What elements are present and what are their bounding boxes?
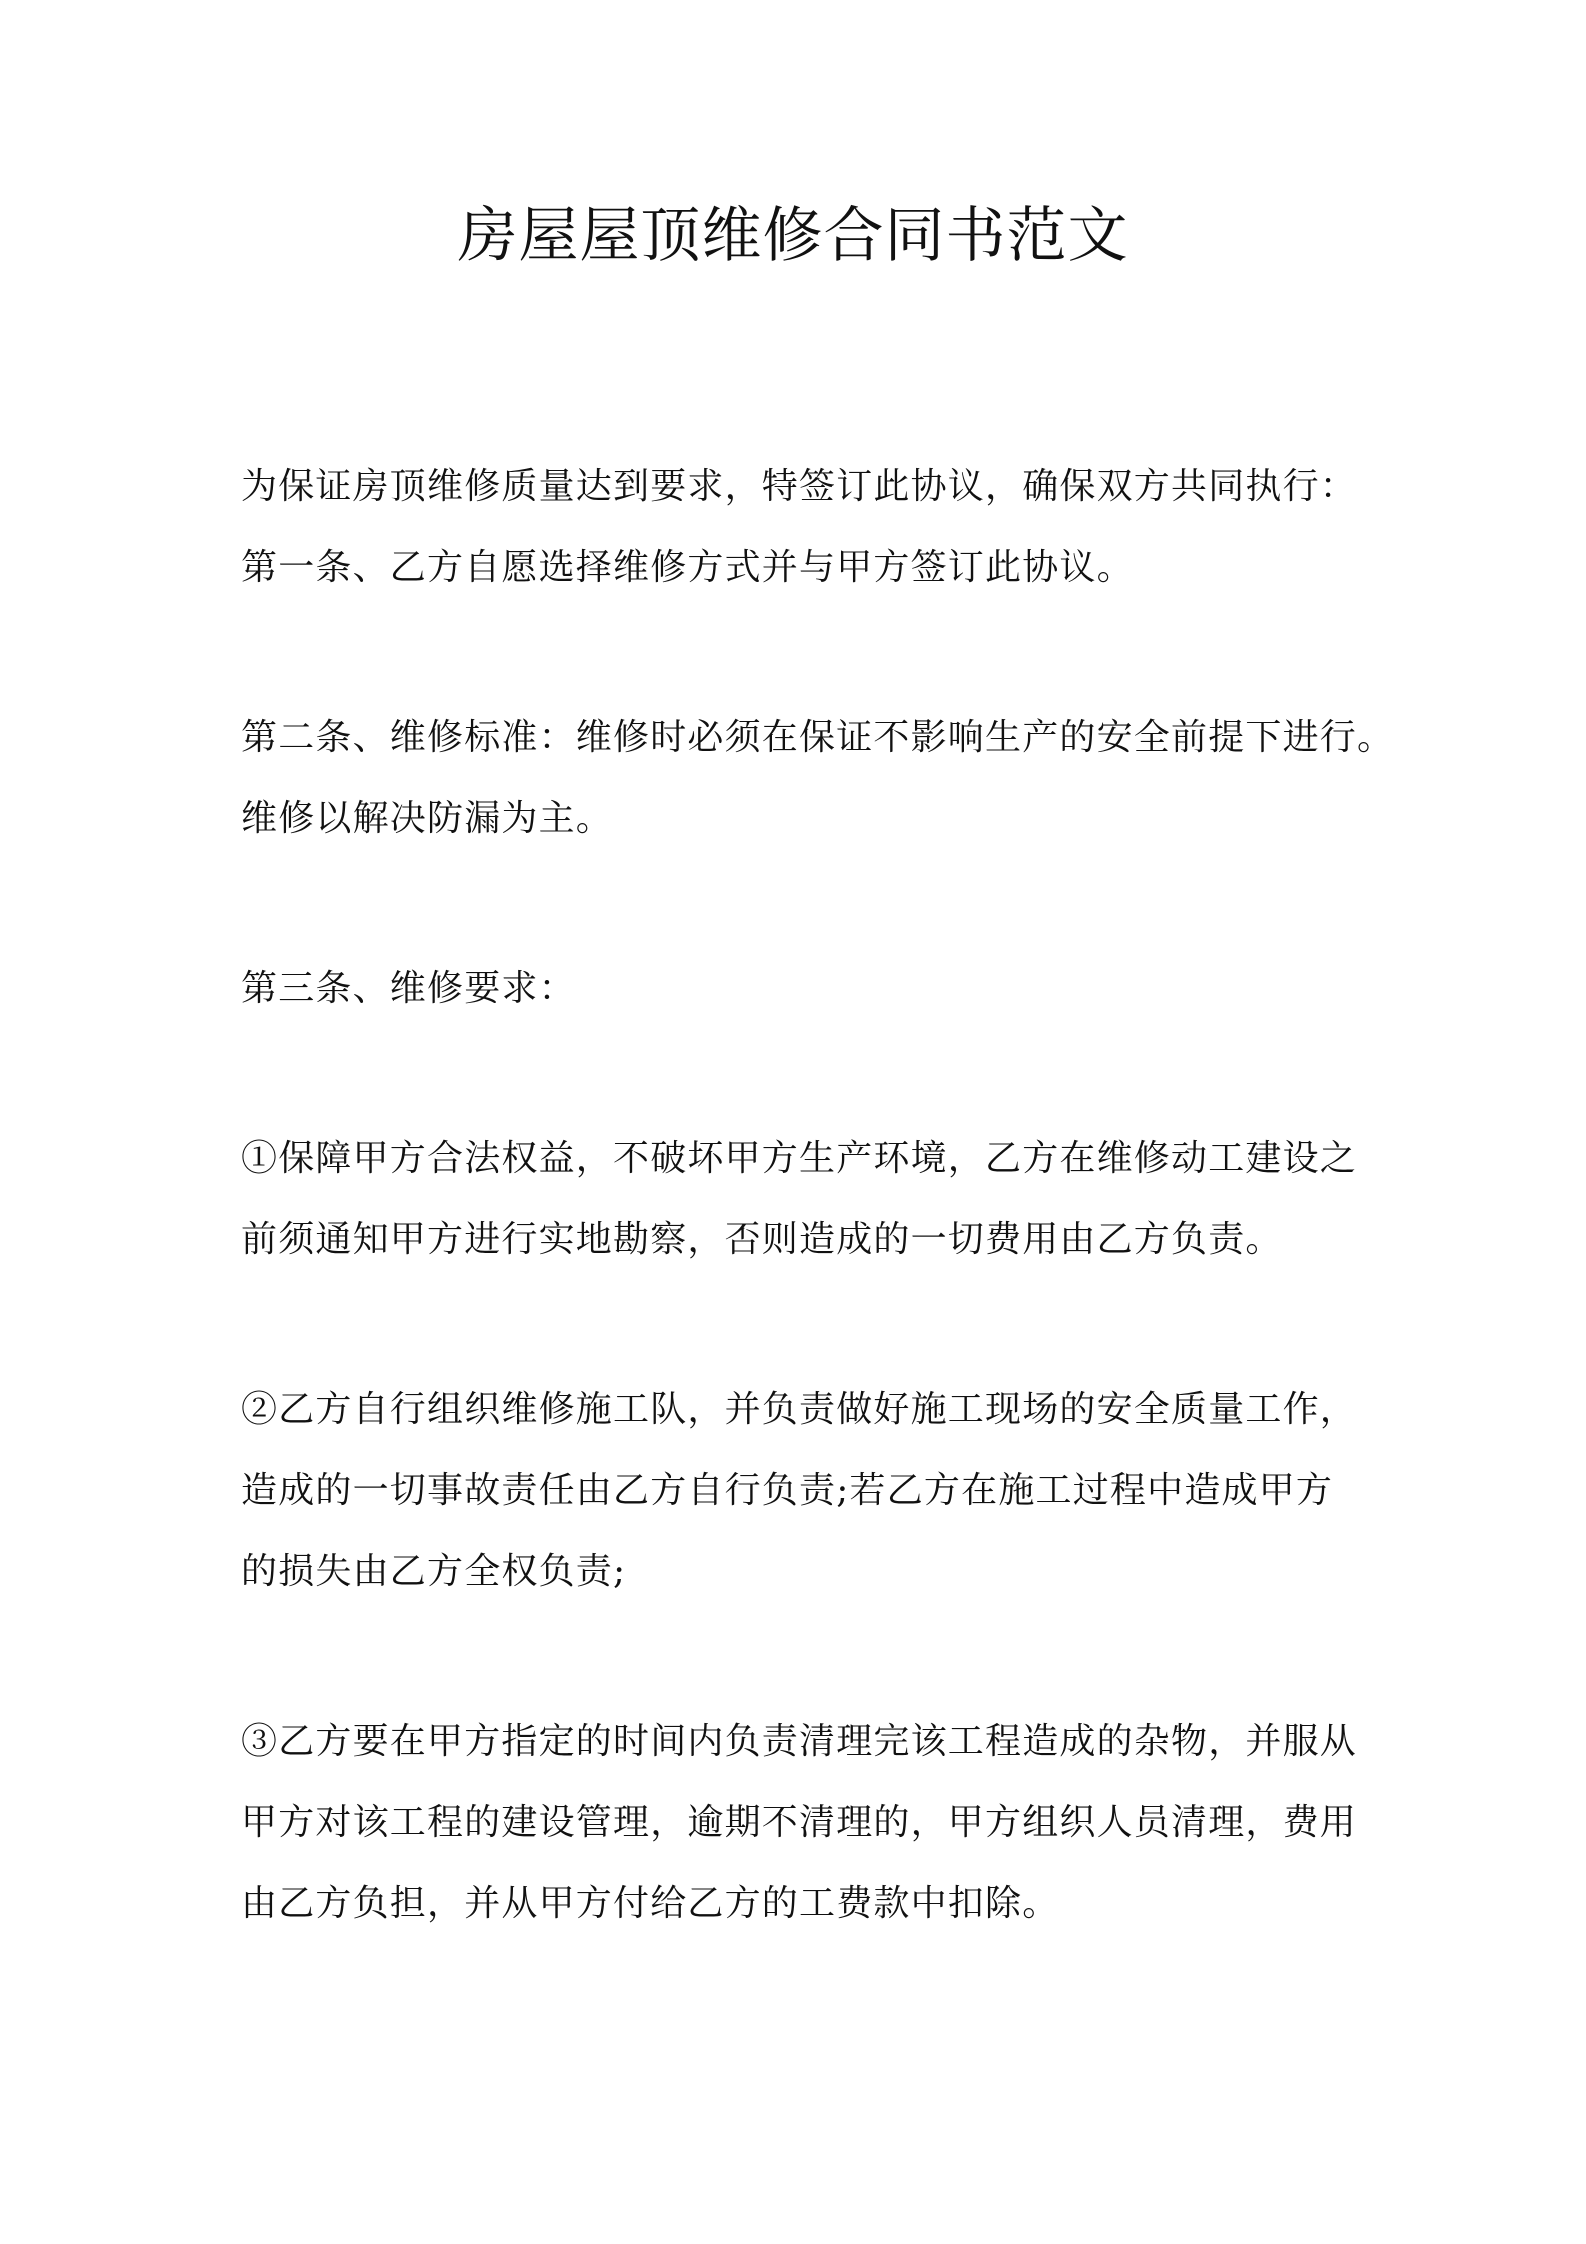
clause-1-line-1: ①保障甲方合法权益，不破坏甲方生产环境，乙方在维修动工建设之 <box>241 1138 1358 1179</box>
article-2-line-1: 第二条、维修标准：维修时必须在保证不影响生产的安全前提下进行。 <box>241 717 1395 758</box>
intro-line: 为保证房顶维修质量达到要求，特签订此协议，确保双方共同执行： <box>241 466 1358 507</box>
clause-3-line-1: ③乙方要在甲方指定的时间内负责清理完该工程造成的杂物，并服从 <box>241 1721 1358 1762</box>
clause-2-line-2: 造成的一切事故责任由乙方自行负责;若乙方在施工过程中造成甲方 <box>241 1470 1334 1511</box>
clause-3-line-3: 由乙方负担，并从甲方付给乙方的工费款中扣除。 <box>241 1883 1060 1924</box>
article-2-line-2: 维修以解决防漏为主。 <box>241 798 614 839</box>
clause-1-line-2: 前须通知甲方进行实地勘察，否则造成的一切费用由乙方负责。 <box>241 1219 1283 1260</box>
clause-2-line-3: 的损失由乙方全权负责; <box>241 1551 627 1592</box>
article-1-line: 第一条、乙方自愿选择维修方式并与甲方签订此协议。 <box>241 547 1134 588</box>
clause-2-line-1: ②乙方自行组织维修施工队，并负责做好施工现场的安全质量工作， <box>241 1389 1358 1430</box>
document-title: 房屋屋顶维修合同书范文 <box>457 201 1129 271</box>
article-3-heading: 第三条、维修要求： <box>241 968 576 1009</box>
clause-3-line-2: 甲方对该工程的建设管理，逾期不清理的，甲方组织人员清理，费用 <box>241 1802 1358 1843</box>
